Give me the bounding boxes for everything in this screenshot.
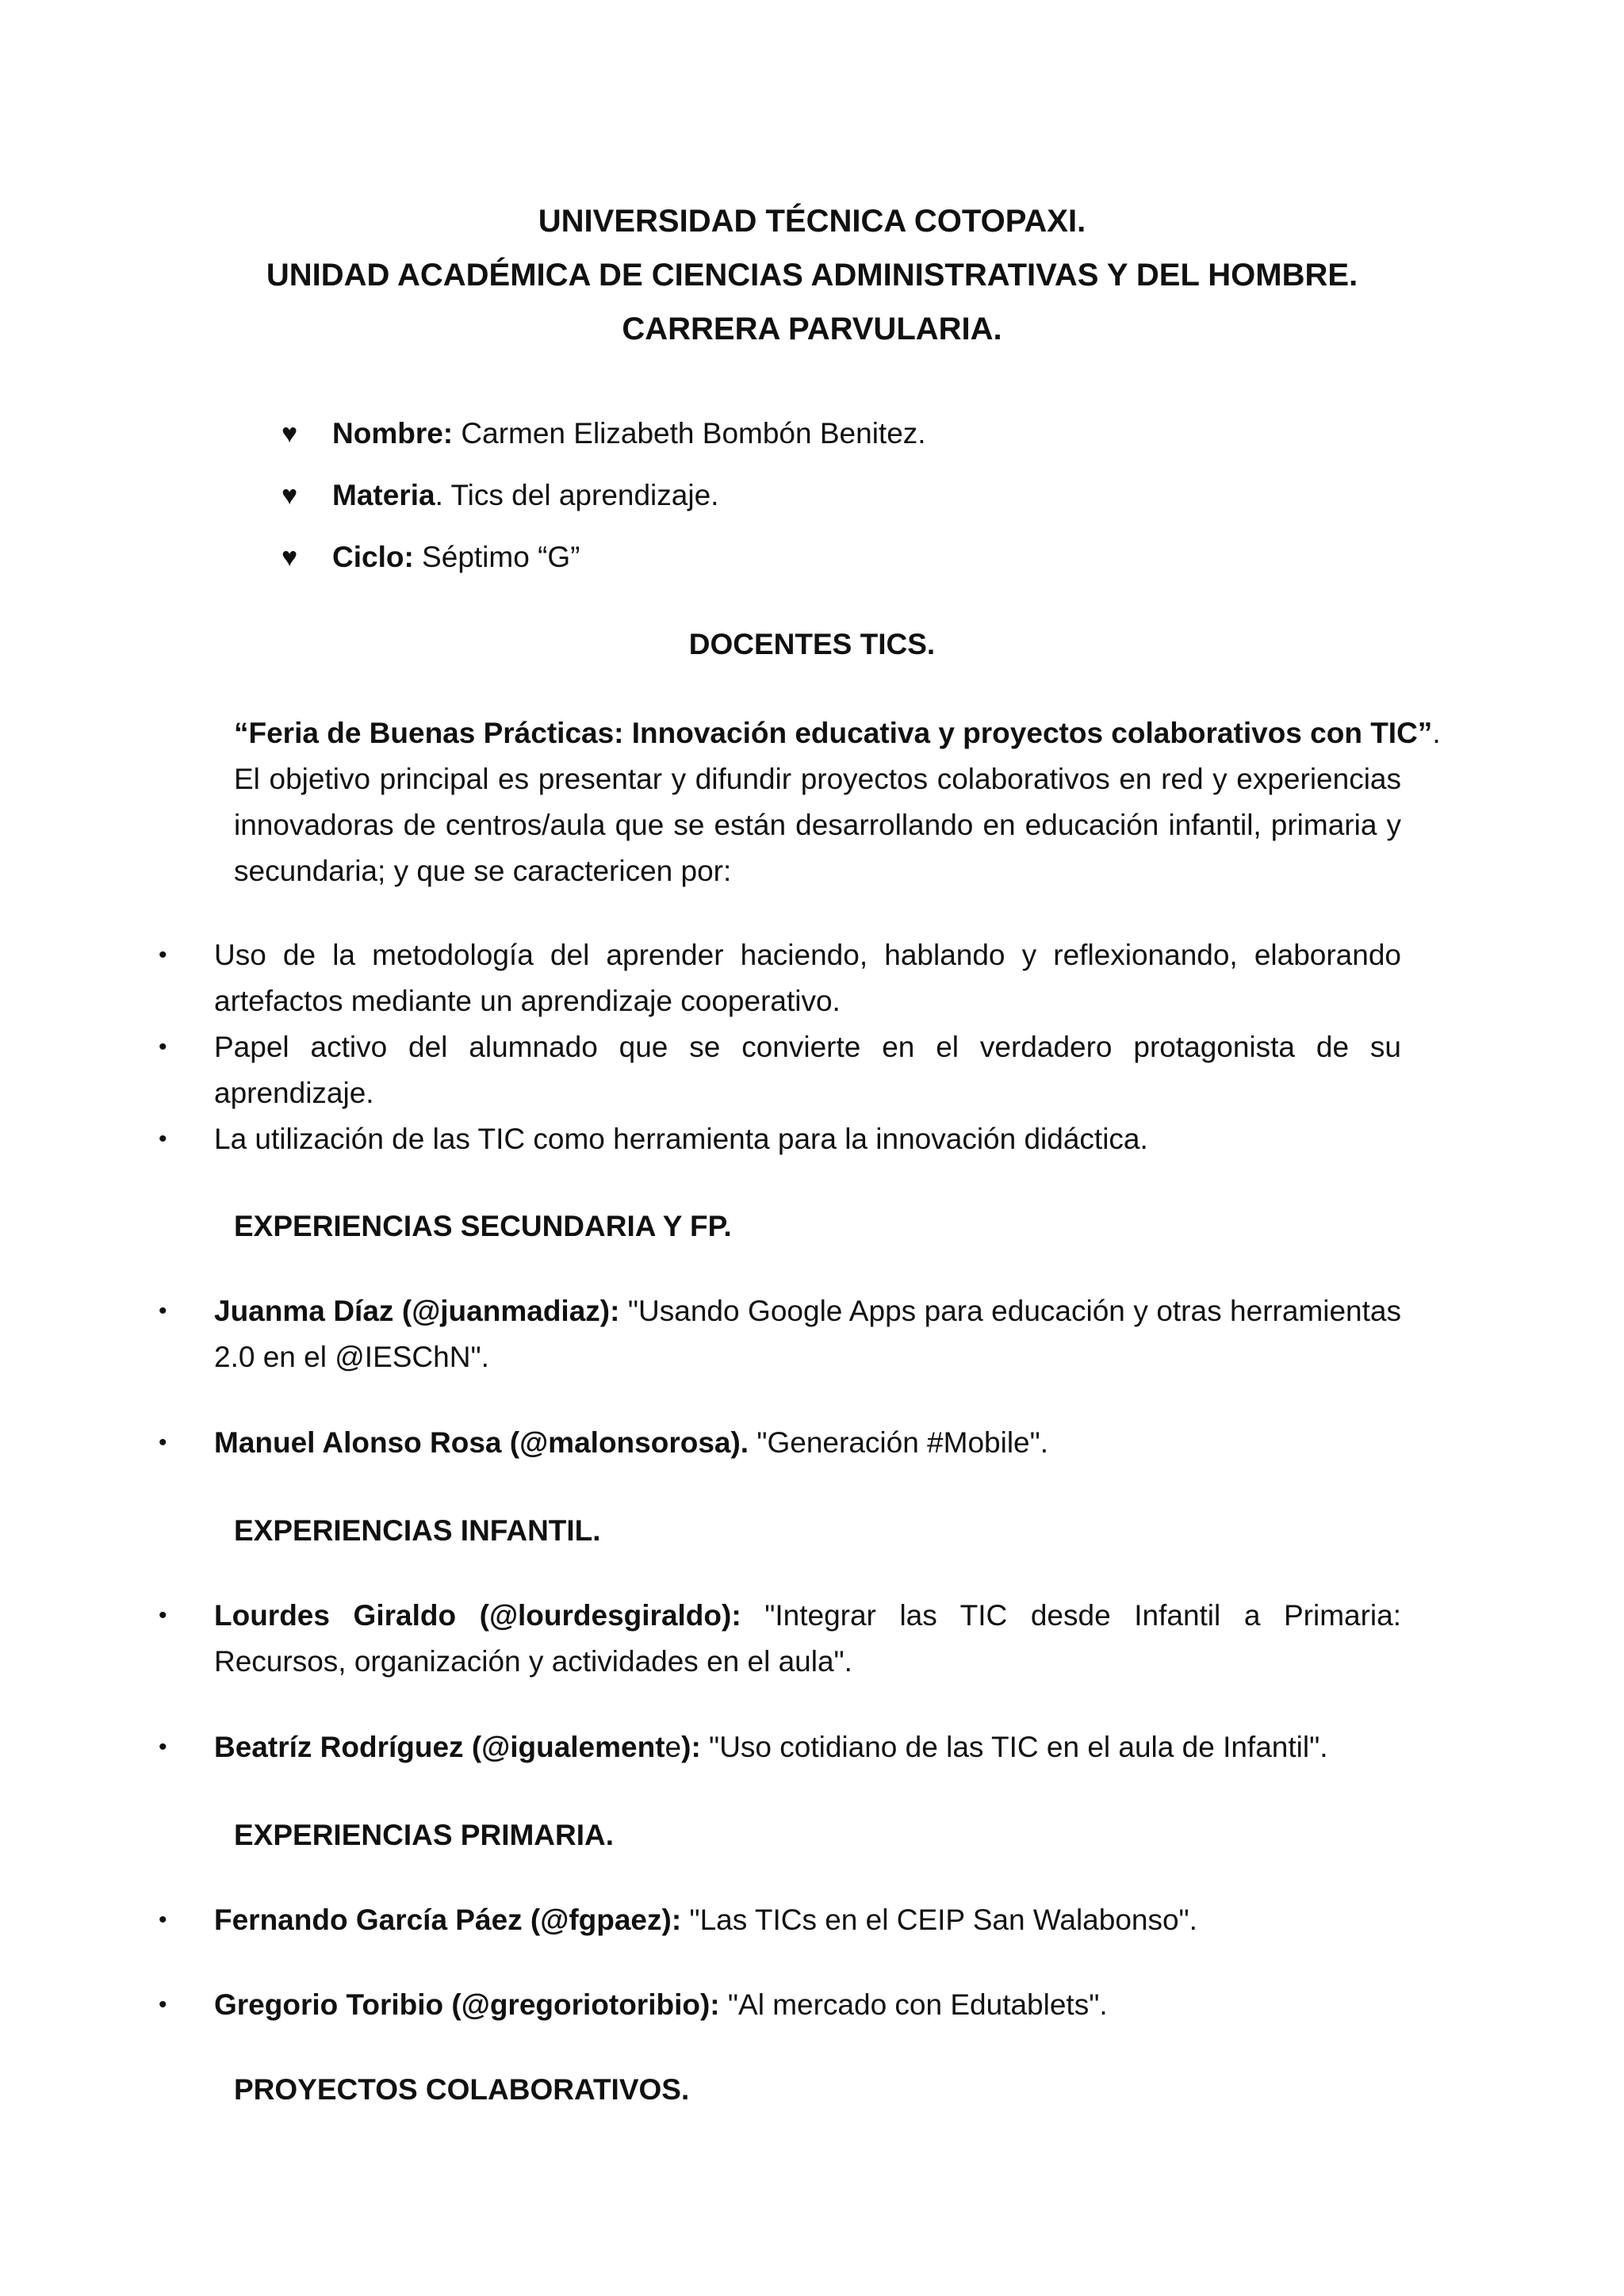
- section-title-colaborativos: PROYECTOS COLABORATIVOS.: [234, 2073, 690, 2106]
- academic-unit: UNIDAD ACADÉMICA DE CIENCIAS ADMINISTRATIVAS Y DEL HOMBRE.: [266, 258, 1358, 293]
- list-item: [159, 1116, 1401, 1162]
- bullet-dot-icon: •: [159, 1602, 167, 1628]
- characteristic-text: Papel activo del alumnado que se convierte en el verdadero protagonista de su aprendizaje.: [214, 1031, 1401, 1109]
- section-title-secundaria: EXPERIENCIAS SECUNDARIA Y FP.: [234, 1210, 732, 1242]
- heart-bullet-icon: ♥: [282, 480, 298, 511]
- intro-paragraph: [234, 710, 1441, 894]
- list-item: [159, 1024, 1401, 1116]
- intro-lead-end: .: [1432, 717, 1441, 749]
- author-name: Fernando García Páez (@fgpaez):: [214, 1904, 682, 1936]
- materia-label: Materia: [332, 479, 435, 511]
- docentes-title: DOCENTES TICS.: [688, 628, 936, 660]
- project-title: "Usando Google Apps para educación y otras herramientas 2.0 en el @IESChN".: [214, 1295, 1401, 1373]
- section-title-infantil: EXPERIENCIAS INFANTIL.: [234, 1514, 601, 1547]
- intro-lead: “Feria de Buenas Prácticas: Innovación educativa y proyectos colaborativos con TIC”: [234, 717, 1433, 749]
- bullet-dot-icon: •: [159, 942, 167, 968]
- bullet-dot-icon: •: [159, 1298, 167, 1324]
- author-name: Lourdes Giraldo (@lourdesgiraldo):: [214, 1599, 741, 1632]
- project-title: "Generación #Mobile".: [749, 1426, 1049, 1459]
- document-header: [0, 194, 1624, 356]
- bullet-dot-icon: •: [159, 1126, 167, 1152]
- list-item: [159, 1288, 1401, 1380]
- list-item: [159, 1982, 1401, 2028]
- bullet-dot-icon: •: [159, 1907, 167, 1933]
- author-name: Manuel Alonso Rosa (@malonsorosa).: [214, 1426, 749, 1459]
- bullet-dot-icon: •: [159, 1734, 167, 1760]
- university-name: UNIVERSIDAD TÉCNICA COTOPAXI.: [538, 204, 1086, 239]
- bullet-dot-icon: •: [159, 1034, 167, 1060]
- ciclo-label: Ciclo:: [332, 541, 414, 573]
- project-title: "Al mercado con Edutablets".: [719, 1988, 1108, 2021]
- project-title: "Las TICs en el CEIP San Walabonso".: [681, 1904, 1197, 1936]
- nombre-value: Carmen Elizabeth Bombón Benitez.: [453, 417, 926, 450]
- section-title-primaria: EXPERIENCIAS PRIMARIA.: [234, 1819, 615, 1851]
- bullet-dot-icon: •: [159, 1992, 167, 2018]
- ciclo-value: Séptimo “G”: [413, 541, 580, 573]
- heart-bullet-icon: ♥: [282, 419, 298, 449]
- project-title: "Integrar las TIC desde Infantil a Primaria: Recursos, organización y actividades en el aula".: [214, 1599, 1401, 1678]
- nombre-label: Nombre:: [332, 417, 454, 450]
- author-name: Beatríz Rodríguez (@igualemente):: [214, 1731, 701, 1763]
- project-title: "Uso cotidiano de las TIC en el aula de Infantil".: [700, 1731, 1328, 1763]
- bullet-dot-icon: •: [159, 1429, 167, 1456]
- characteristic-text: La utilización de las TIC como herramienta para la innovación didáctica.: [214, 1123, 1148, 1155]
- list-item: [159, 932, 1401, 1024]
- list-item: [159, 1897, 1401, 1943]
- characteristic-text: Uso de la metodología del aprender haciendo, hablando y reflexionando, elaborando artefactos mediante un aprendizaje cooperativo.: [214, 939, 1401, 1017]
- author-name: Juanma Díaz (@juanmadiaz):: [214, 1295, 620, 1327]
- list-item: [159, 1724, 1401, 1770]
- author-name: Gregorio Toribio (@gregoriotoribio):: [214, 1988, 720, 2021]
- list-item: [159, 1593, 1401, 1685]
- intro-body: El objetivo principal es presentar y difundir proyectos colaborativos en red y experiencias innovadoras de centros/aula que se están desarrollando en educación infantil, primaria y secundaria; y que se caractericen por:: [234, 763, 1401, 887]
- list-item: [159, 1420, 1401, 1466]
- materia-value: . Tics del aprendizaje.: [435, 479, 719, 511]
- career-name: CARRERA PARVULARIA.: [622, 312, 1002, 346]
- heart-bullet-icon: ♥: [282, 542, 298, 572]
